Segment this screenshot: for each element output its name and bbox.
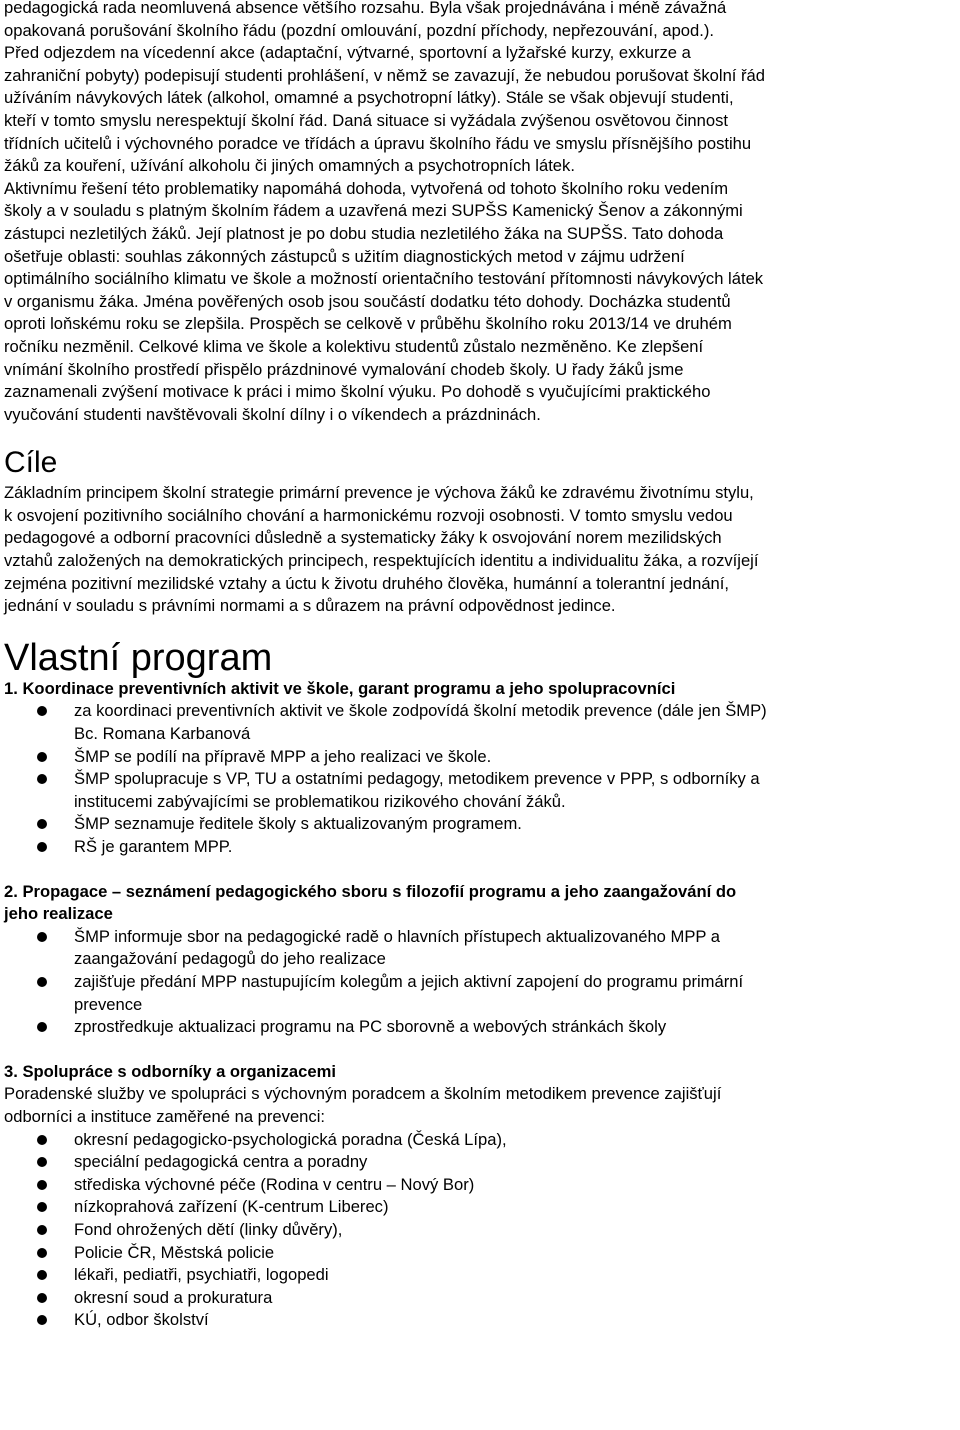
bullet-icon — [37, 1270, 47, 1280]
section-heading-program: Vlastní program — [4, 636, 273, 679]
bullet-icon — [37, 774, 47, 784]
bullet-icon — [37, 1225, 47, 1235]
list-item: Policie ČR, Městská policie — [4, 1242, 958, 1265]
text-line: užíváním návykových látek (alkohol, omamné a psychotropní látky). Stále se však objevují studenti, — [4, 88, 734, 108]
list-item: střediska výchovné péče (Rodina v centru – Nový Bor) — [4, 1174, 958, 1197]
text-line: k osvojení pozitivního sociálního chování a harmonickému rozvoji osobnosti. V tomto smyslu vedou — [4, 505, 733, 525]
bullet-icon — [37, 1180, 47, 1190]
section-title: 3. Spolupráce s odborníky a organizacemi — [4, 1061, 336, 1081]
text-line: vztahů založených na demokratických principech, respektujících identitu a individualitu žáka, a rozvíjejí — [4, 551, 759, 571]
program-section-3 — [4, 1061, 958, 1332]
bullet-icon — [37, 1293, 47, 1303]
text-line: zástupci nezletilých žáků. Její platnost je po dobu studia nezletilého žáka na SUPŠS. Tato dohoda — [4, 223, 724, 243]
section-intro — [4, 1083, 958, 1128]
bullet-icon — [37, 977, 47, 987]
bullet-icon — [37, 706, 47, 716]
bullet-icon — [37, 1315, 47, 1325]
text-line: školy a v souladu s platným školním řádem a uzavřená mezi SUPŠS Kamenický Šenov a zákonnými — [4, 201, 743, 221]
text-line: ošetřuje oblasti: souhlas zákonných zástupců s užitím diagnostických metod v zájmu udržení — [4, 246, 685, 266]
section-title: jeho realizace — [4, 904, 113, 924]
program-section-2 — [4, 881, 958, 1039]
text-line: vnímání školního prostředí přispělo prázdninové vymalování chodeb školy. U řady žáků jsme — [4, 359, 684, 379]
text-line: pedagogové a odborní pracovníci důsledně a systematicky žáky k osvojování norem mezilidských — [4, 528, 722, 548]
list-item: Fond ohrožených dětí (linky důvěry), — [4, 1219, 958, 1242]
text-line: optimálního sociálního klimatu ve škole a možností orientačního testování přítomnosti návykových látek — [4, 269, 764, 289]
text-line: odborníci a instituce zaměřené na prevenci: — [4, 1106, 325, 1126]
list-item: KÚ, odbor školství — [4, 1309, 958, 1332]
bullet-icon — [37, 1135, 47, 1145]
program-section-1 — [4, 678, 958, 859]
list-item: speciální pedagogická centra a poradny — [4, 1151, 958, 1174]
bullet-icon — [37, 752, 47, 762]
intro-paragraph — [4, 0, 958, 426]
cile-paragraph — [4, 482, 958, 618]
list-item: za koordinaci preventivních aktivit ve škole zodpovídá školní metodik prevence (dále jen ŠMP) Bc. Romana Karbanová — [4, 700, 958, 745]
text-line: zahraniční pobyty) podepisují studenti prohlášení, v němž se zavazují, že nebudou porušovat školní řád — [4, 65, 765, 85]
section-title: 1. Koordinace preventivních aktivit ve škole, garant programu a jeho spolupracovníci — [4, 678, 676, 698]
text-line: v organismu žáka. Jména pověřených osob jsou součástí dodatku této dohody. Docházka studentů — [4, 291, 731, 311]
section-heading-cile: Cíle — [4, 446, 58, 480]
section-title: 2. Propagace – seznámení pedagogického sboru s filozofií programu a jeho zaangažování do — [4, 881, 737, 901]
text-line: Poradenské služby ve spolupráci s výchovným poradcem a školním metodikem prevence zajišťují — [4, 1084, 722, 1104]
list-item: okresní soud a prokuratura — [4, 1287, 958, 1310]
text-line: Základním principem školní strategie primární prevence je výchova žáků ke zdravému životnímu stylu, — [4, 483, 754, 503]
bullet-icon — [37, 819, 47, 829]
text-line: vyučování studenti navštěvovali školní dílny i o víkendech a prázdninách. — [4, 404, 541, 424]
bullet-icon — [37, 1157, 47, 1167]
text-line: zejména pozitivní mezilidské vztahy a úctu k životu druhého člověka, humánní a tolerantní jednání, — [4, 573, 729, 593]
bullet-icon — [37, 932, 47, 942]
list-item: RŠ je garantem MPP. — [4, 836, 958, 859]
bullet-icon — [37, 1202, 47, 1212]
list-item: ŠMP seznamuje ředitele školy s aktualizovaným programem. — [4, 813, 958, 836]
text-line: pedagogická rada neomluvená absence většího rozsahu. Byla však projednávána i méně závažná — [4, 0, 727, 17]
text-line: třídních učitelů i výchovného poradce ve třídách a úpravu školního řádu ve smyslu přísnějšího postihu — [4, 133, 752, 153]
document-page — [4, 0, 958, 1332]
list-item: okresní pedagogicko-psychologická poradna (Česká Lípa), — [4, 1129, 958, 1152]
bullet-list — [4, 1129, 958, 1332]
text-line: Aktivnímu řešení této problematiky napomáhá dohoda, vytvořená od tohoto školního roku vedením — [4, 178, 729, 198]
bullet-list — [4, 926, 958, 1039]
list-item: zajišťuje předání MPP nastupujícím kolegům a jejich aktivní zapojení do programu primární prevence — [4, 971, 958, 1016]
text-line: Před odjezdem na vícedenní akce (adaptační, výtvarné, sportovní a lyžařské kurzy, exkurze a — [4, 43, 691, 63]
text-line: jednání v souladu s právními normami a s důrazem na právní odpovědnost jedince. — [4, 596, 616, 616]
text-line: žáků za kouření, užívání alkoholu či jiných omamných a psychotropních látek. — [4, 156, 575, 176]
list-item: nízkoprahová zařízení (K-centrum Liberec) — [4, 1196, 958, 1219]
list-item: zprostředkuje aktualizaci programu na PC sborovně a webových stránkách školy — [4, 1016, 958, 1039]
bullet-icon — [37, 1248, 47, 1258]
bullet-icon — [37, 842, 47, 852]
bullet-icon — [37, 1022, 47, 1032]
list-item: ŠMP informuje sbor na pedagogické radě o hlavních přístupech aktualizovaného MPP a zaangažování pedagogů do jeho realizace — [4, 926, 958, 971]
text-line: oproti loňskému roku se zlepšila. Prospěch se celkově v průběhu školního roku 2013/14 ve druhém — [4, 314, 732, 334]
list-item: lékaři, pediatři, psychiatři, logopedi — [4, 1264, 958, 1287]
list-item: ŠMP se podílí na přípravě MPP a jeho realizaci ve škole. — [4, 746, 958, 769]
text-line: opakovaná porušování školního řádu (pozdní omlouvání, pozdní příchody, nepřezouvání, apod.). — [4, 20, 714, 40]
bullet-list — [4, 700, 958, 858]
text-line: zaznamenali zvýšení motivace k práci i mimo školní výuku. Po dohodě s vyučujícími praktického — [4, 382, 711, 402]
text-line: ročníku nezměnil. Celkové klima ve škole a kolektivu studentů zůstalo nezměněno. Ke zlepšení — [4, 336, 704, 356]
text-line: kteří v tomto smyslu nerespektují školní řád. Daná situace si vyžádala zvýšenou osvětovou činnost — [4, 110, 729, 130]
list-item: ŠMP spolupracuje s VP, TU a ostatními pedagogy, metodikem prevence v PPP, s odborníky a institucemi zabývajícími se problematikou rizikového chování žáků. — [4, 768, 958, 813]
